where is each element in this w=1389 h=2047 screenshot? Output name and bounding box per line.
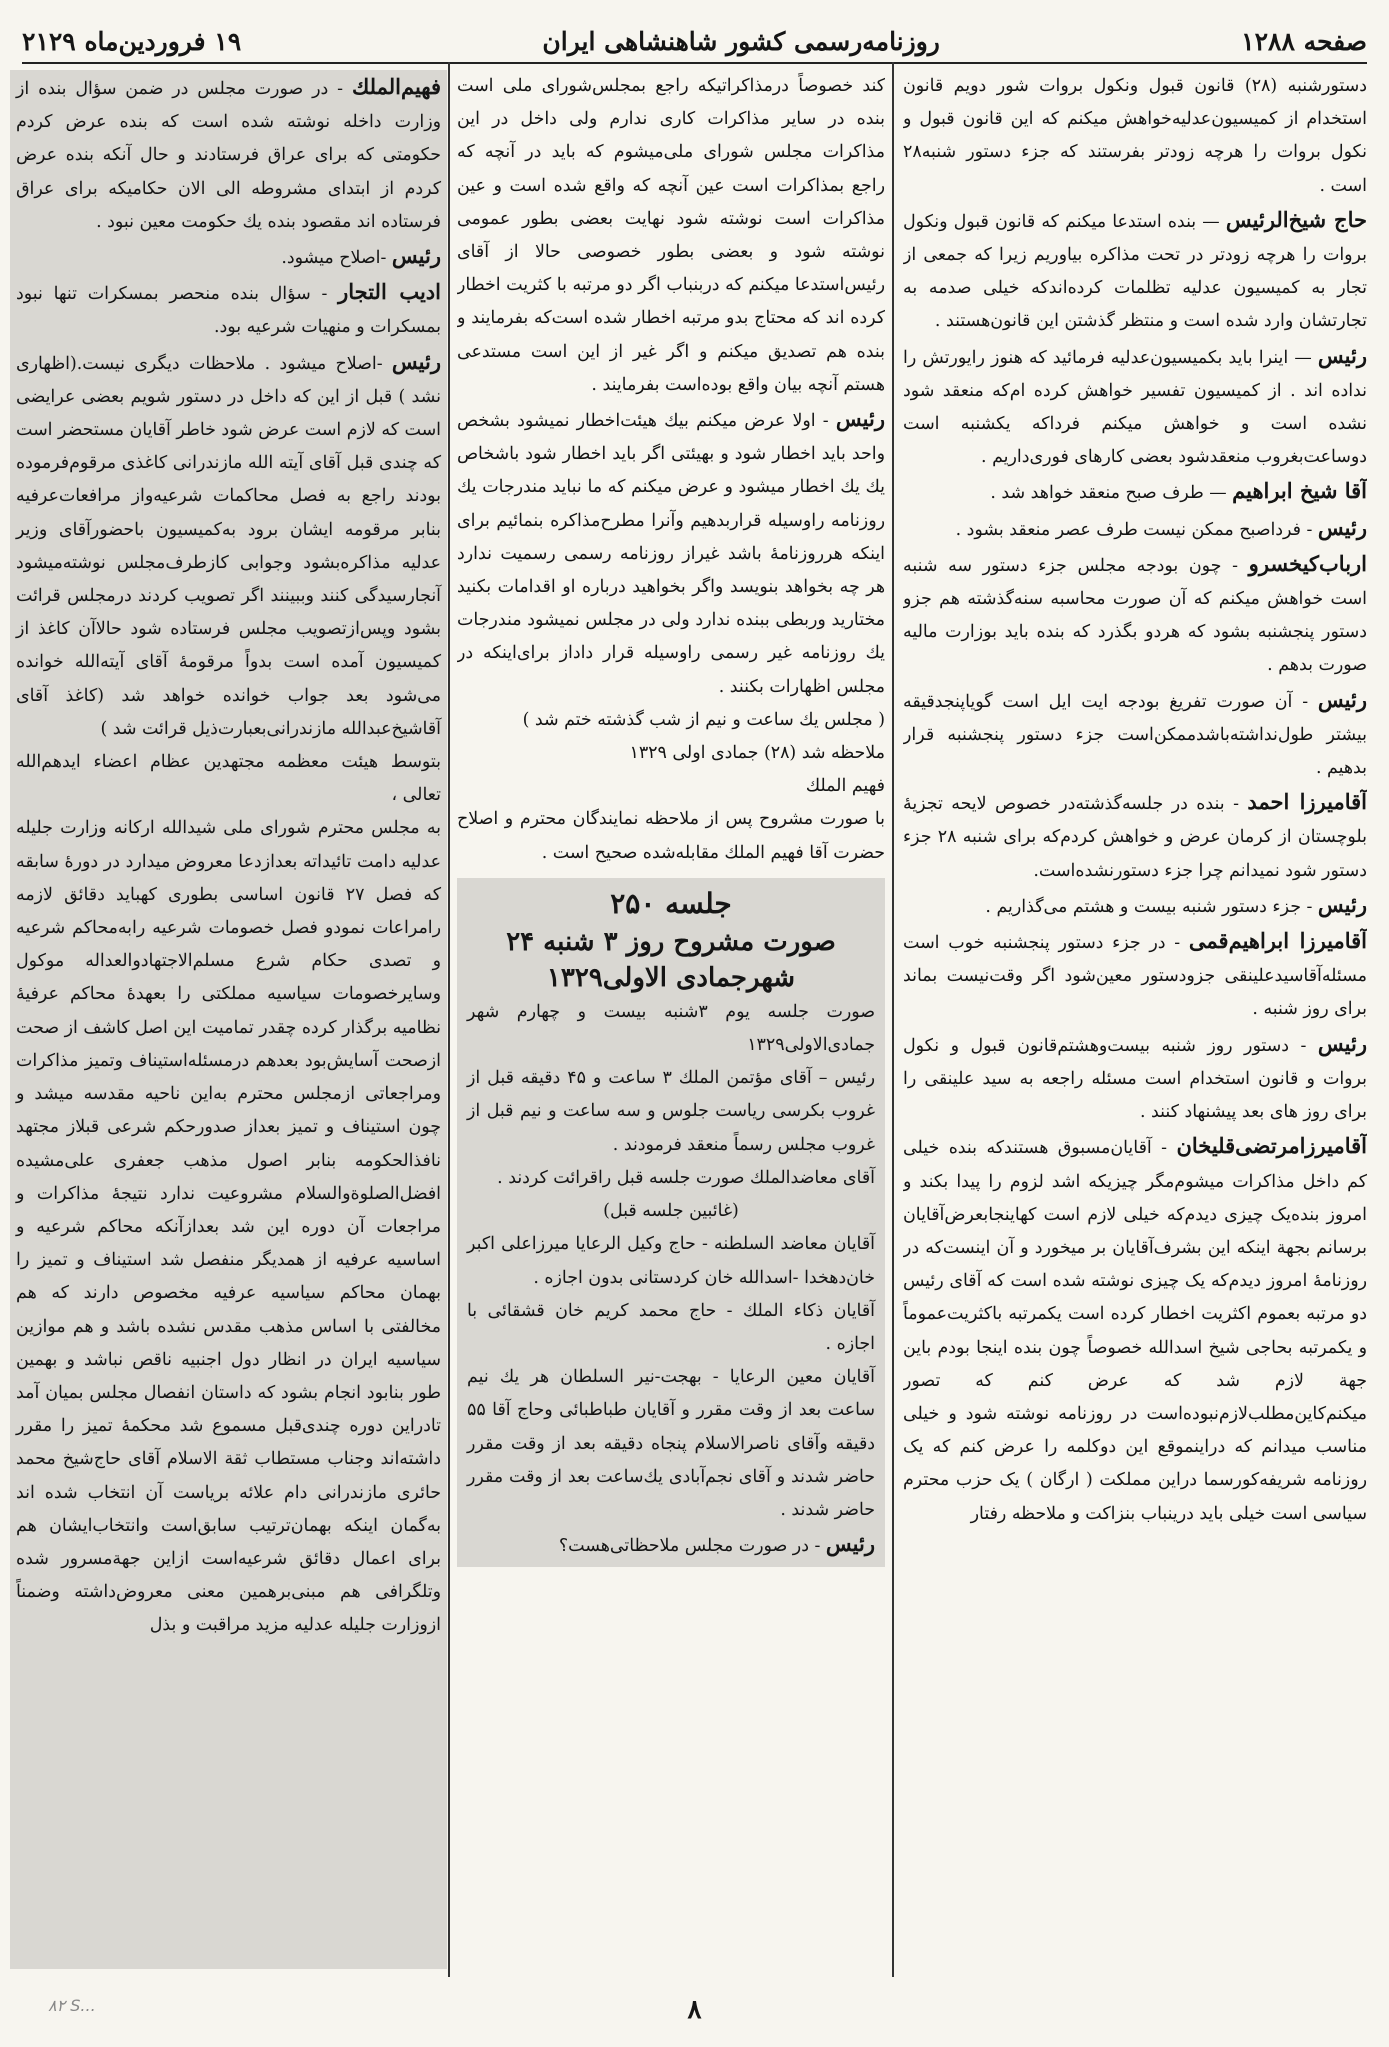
speaker-name: رئیس	[1317, 342, 1367, 368]
letter-salutation: بتوسط هیئت معظمه مجتهدین عظام اعضاء ایدهم‌الله تعالی ،	[16, 752, 441, 806]
speaker-name: رئیس	[1317, 686, 1367, 712]
header-date: ۱۹ فروردین‌ماه ۲۱۲۹	[22, 27, 242, 56]
paragraph	[903, 785, 1367, 888]
speaker-name: آقامیرزا ابراهیم‌قمی	[1188, 928, 1367, 954]
speech-text: - فرداصبح ممکن نیست طرف عصر منعقد بشود .	[955, 519, 1313, 540]
header-title: روزنامه‌رسمی کشور شاهنشاهی ایران	[542, 27, 940, 56]
speaker-name: ارباب‌کیخسرو	[1248, 550, 1367, 576]
speech-text: - اولا عرض میکنم بیك هیئت‌اخطار نمیشود بشخص واحد باید اخطار شود و بهیئتی اگر باید اخطار شود باشخاص یك یك اخطار میشود و عرض میکنم که ما نباید مندرجات یك روزنامه راوسیله قراربدهیم وآنرا مطرح‌مذاکره بنمائیم برای اینکه هرروزنامهٔ باشد غیراز روزنامه رسمی رسمیت ندارد هر چه بخواهد بنویسد واگر بخواهید درباره او اقدامات بکنید مختارید وربطی ببنده ندارد ولی در مجلس نمیشود مندرجات یك روزنامه غیر رسمی راوسیله قرار داداز برای‌اینکه در مجلس اظهارات بکنند .	[457, 411, 885, 697]
page-header	[22, 18, 1367, 64]
paragraph: آقایان معاضد السلطنه - حاج وکیل الرعایا میرزاعلی اکبر خان‌دهخدا -اسدالله خان کردستانی بدون اجازه .	[467, 1234, 875, 1288]
paragraph	[903, 888, 1367, 924]
speaker-name: فهیم‌الملك	[351, 74, 441, 99]
speech-text: - در صورت مجلس در ضمن سؤال بنده از وزارت داخله نوشته شده است که بنده عرض کردم حکومتی که برای عراق فرستادند و حال آنکه بنده عرض کردم از ابتدای مشروطه الی الان حکامیکه برای عراق فرستاده اند مقصود بنده یك حکومت معین نبود .	[16, 79, 441, 232]
speech-text: - بنده در جلسه‌گذشته‌در خصوص لایحه تجزیهٔ بلوچستان از کرمان عرض و خواهش کردم‌که برای شنبه ۲۸ جزء دستور شود نمیدانم چرا جزء دستورنشده‌است.	[903, 794, 1367, 881]
paragraph	[16, 70, 441, 239]
paragraph	[903, 683, 1367, 786]
paragraph	[903, 1129, 1367, 1530]
speech-text: - سؤال بنده منحصر بمسکرات تنها نبود بمسکرات و منهیات شرعیه بود.	[16, 284, 441, 338]
session-closing-note: ( مجلس یك ساعت و نیم از شب گذشته ختم شد )	[522, 709, 885, 730]
paragraph: با صورت مشروح پس از ملاحظه نمایندگان محترم و اصلاح حضرت آقا فهیم الملك مقابله‌شده صحیح است .	[457, 809, 885, 863]
approval-note: ملاحظه شد (۲۸) جمادی اولی ۱۳۲۹	[629, 743, 885, 764]
session-subtitle: صورت مشروح روز ۳ شنبه ۲۴ شهرجمادی الاولی۱۳۲۹	[506, 926, 836, 993]
paragraph: دستورشنبه (۲۸) قانون قبول ونکول بروات شور دویم قانون استخدام از کمیسیون‌عدلیه‌خواهش میکنم که این قانون قبول و نکول بروات را هرچه زودتر بفرستند که جزء دستور شنبه۲۸ است .	[903, 76, 1367, 196]
page-number: ۸	[687, 1995, 702, 2025]
paragraph: آقایان معین الرعایا - بهجت-نیر السلطان هر یك نیم ساعت بعد از وقت مقرر و آقایان طباطبائی وحاج آقا ۵۵ دقیقه وآقای ناصرالاسلام پنجاه دقیقه بعد از وقت مقرر حاضر شدند و آقای نجم‌آبادی یك‌ساعت بعد از وقت مقرر حاضر شدند .	[467, 1367, 875, 1520]
speech-text: — بنده استدعا میکنم که قانون قبول ونکول بروات را هرچه زودتر در تحت مذاکره بیاوریم زیرا که جمعی از تجار به کمیسیون عدلیه تظلمات کرده‌اندکه خیلی صدمه به تجارتشان وارد شده است و منتظر گذشتن این قانون‌هستند .	[903, 211, 1367, 332]
speech-text: -اصلاح میشود.	[281, 248, 387, 269]
speaker-name: رئیس	[1317, 514, 1367, 540]
paragraph	[16, 275, 441, 344]
paragraph: صورت جلسه یوم ۳شنبه بیست و چهارم شهر جمادی‌الاولی۱۳۲۹	[467, 1001, 875, 1056]
speech-text: — طرف صبح منعقد خواهد شد .	[990, 483, 1227, 504]
speaker-name: رئیس	[825, 1531, 875, 1557]
paragraph	[467, 1527, 875, 1563]
column-center	[457, 70, 885, 1969]
paragraph	[16, 239, 441, 275]
speech-text: - چون بودجه مجلس جزء دستور سه شنبه است خواهش میکنم که آن صورت محاسبه سنه‌گذشته هم جزو دستور پنجشنبه بشود که هردو بگذرد که بنده باید بوزارت مالیه صورت بدهم .	[903, 555, 1367, 676]
handwritten-signature: ٨٢ S...	[48, 1996, 96, 2015]
paragraph: آقای معاضدالملك صورت جلسه قبل راقرائت کردند .	[497, 1167, 875, 1188]
session-title: جلسه ۲۵۰	[610, 886, 732, 920]
paragraph	[457, 402, 885, 704]
letter-body: به مجلس محترم شورای ملی شیدالله ارکانه وزارت جلیله عدلیه دامت تائیداته بعدازدعا معروض میدارد در دورهٔ سابقه که فصل ۲۷ قانون اساسی بطوری کهباید دقائق لازمه رامراعات نمودو فصل خصومات شرعیه رابه‌محاکم شرعیه و تصدی حکام شرع مسلم‌الاجتهادوالعداله موکول وسایرخصومات سیاسیه مملکتی را بعهدهٔ محاکم عرفیهٔ نظامیه برگذار کرده چقدر تمامیت این اصل کاشف از صحت ازصحت آسایش‌بود بعدهم درمسئله‌استیناف وتمیز مذاکرات ومراجعاتی ازمجلس محترم به‌این ناحیه مقدسه میشد و چون استیناف و تمیز بعداز صدورحکم شرعی قبلاز مجتهد نافذالحکومه بنابر اصول مذهب جعفری علی‌مشیده افضل‌الصلوةوالسلام مشروعیت ندارد نتیجهٔ مذاکرات و مراجعات آن دوره این شد بعدازآنکه محاکم شرعیه و اساسیه عرفیه از همدیگر منفصل شد استیناف و تمیز را بهمان محاکم سیاسیه عرفیه مخصوص دارند که هم مخالفتی با اساس مذهب مقدس نشده باشد و هم موازین سیاسیه ایران در انظار دول اجنبیه ناقص نباشد و بهمین طور بنابود انجام بشود که داستان انفصال مجلس بمیان آمد تادراین دوره چندی‌قبل مسموع شد محکمهٔ تمیز را مقرر داشته‌اند وجناب مستطاب ثقة الاسلام آقای حاج‌شیخ محمد حائری مازندرانی دام علائه بریاست آن انتخاب شده اند به‌گمان اینکه بهمان‌ترتیب سابق‌است وانتخاب‌ایشان هم برای اعمال دقائق شرعیه‌است ازاین جهة‌مسرور شده وتلگرافی هم مبنی‌برهمین معنی معروض‌داشته وضمناً ازوزارت جلیله عدلیه مزید مراقبت و بذل	[16, 818, 441, 1636]
paragraph	[903, 203, 1367, 339]
speaker-name: رئیس	[1317, 1030, 1367, 1056]
speaker-name: رئیس	[391, 243, 441, 269]
paragraph: آقایان ذکاء الملك - حاج محمد کریم خان قشقائی با اجازه .	[467, 1300, 875, 1354]
speaker-name: رئیس	[835, 406, 885, 432]
paragraph	[903, 1027, 1367, 1130]
column-divider-left	[448, 62, 450, 1977]
paragraph	[903, 511, 1367, 547]
paragraph	[903, 924, 1367, 1027]
paragraph	[903, 474, 1367, 510]
speaker-name: رئیس	[1317, 891, 1367, 917]
approver-name: فهیم الملك	[805, 776, 885, 797]
column-left	[10, 70, 447, 1969]
speaker-name: آقا شیخ ابراهیم	[1232, 478, 1367, 504]
column-divider-right	[892, 62, 894, 1977]
speaker-name: حاج شیخ‌الرئیس	[1225, 206, 1367, 232]
speaker-name: آقامیرزا احمد	[1247, 789, 1367, 815]
absentees-heading: (غائبین جلسه قبل)	[603, 1201, 739, 1222]
header-page-number: صفحه ۱۲۸۸	[1241, 27, 1367, 56]
paragraph	[16, 345, 441, 746]
speech-text: - در صورت مجلس ملاحظاتی‌هست؟	[558, 1536, 821, 1557]
session-block	[457, 878, 885, 1567]
speech-text: - دستور روز شنبه بیست‌وهشتم‌قانون قبول و نکول بروات و قانون استخدام است مسئله راجعه به سید علینقی را برای روز های بعد پیشنهاد کنند .	[903, 1035, 1367, 1123]
speaker-name: آقامیرزامرتضی‌قلیخان	[1176, 1133, 1367, 1159]
speaker-name: رئیس	[391, 348, 441, 374]
paragraph	[903, 547, 1367, 683]
paragraph: رئیس – آقای مؤتمن الملك ۳ ساعت و ۴۵ دقیقه قبل از غروب بکرسی ریاست جلوس و سه ساعت و نیم قبل از غروب مجلس رسماً منعقد فرمودند .	[467, 1068, 875, 1155]
speech-text: - جزء دستور شنبه بیست و هشتم می‌گذاریم .	[985, 896, 1313, 917]
column-right	[903, 70, 1367, 1969]
speaker-name: ادیب التجار	[338, 279, 441, 305]
paragraph	[903, 339, 1367, 475]
speech-text: — اینرا باید بکمیسیون‌عدلیه فرمائید که هنوز رایورتش را نداده اند . از کمیسیون تفسیر خواهش کرده ام‌که منعقد شود نشده است و خواهش میکنم فرداکه یکشنبه است دوساعت‌بغروب منعقدشود بعضی کارهای فوری‌داریم .	[903, 347, 1367, 468]
speech-text: -اصلاح میشود . ملاحظات دیگری نیست.(اظهاری نشد ) قبل از این که داخل در دستور شویم بعضی عرایضی است که لازم است عرض شود خاطر آقایان مستحضر است که چندی قبل آقای آیته الله مازندرانی کاغذی مرقوم‌فرموده بودند راجع به فصل محاکمات شرعیه‌واز مرافعات‌عرفیه بنابر مرقومه ایشان برود به‌کمیسیون باحضورآقای وزیر عدلیه مذاکره‌بشود وجوابی کازطرف‌مجلس نوشته‌میشود آنجارسیدگی کنند وببینند اگر تصویب کردند درمجلس قرائت بشود وپس‌ازتصویب مجلس فرستاده شود حالاآن کاغذ از کمیسیون آمده است بدواً مرقومهٔ آقای آیته‌الله خوانده می‌شود بعد جواب خوانده خواهد شد (کاغذ آقای آقاشیخ‌عبدالله مازندرانی‌بعبارت‌ذیل قرائت شد )	[16, 353, 441, 739]
speech-text: - آن صورت تفریغ بودجه ایت ایل است گویاپنجدقیقه بیشتر طول‌نداشته‌باشدممکن‌است جزء دستور پنجشنبه قرار بدهیم .	[903, 691, 1367, 779]
speech-text: - آقایان‌مسبوق هستندکه بنده خیلی کم داخل مذاکرات میشوم‌مگر چیزیکه اشد لزوم را پیدا بکند و امروز بنده‌یک چیزی دیدم‌که خیلی لازم است کهاینجابعرض‌آقایان برسانم بجهة اینکه این بشرف‌آقایان بر میخورد و آن اینست‌که در روزنامهٔ امروز دیدم‌که یک چیزی نوشته شده است که آقای رئیس دو مرتبه بعموم اکثریت اخطار کرده است یکمرتبه باکثریت‌عموماً و یکمرتبه بحاجی شیخ اسدالله خصوصاً چون بنده اینجا بودم باین جهة لازم شد که عرض کنم که تصور میکنم‌کاین‌مطلب‌لازم‌نبوده‌است در روزنامه نوشته شود و خیلی مناسب میدانم که دراینموقع این دوکلمه را عرض کنم که یک روزنامه شریفه‌کورسما دراین مملکت ( ارگان ) یک حزب محترم سیاسی است خیلی باید درینباب بنزاکت و ملاحظه رفتار	[903, 1138, 1367, 1524]
paragraph: کند خصوصاً درمذاکراتیکه راجع بمجلس‌شورای ملی است بنده در سایر مذاکرات کاری ندارم ولی داخل در این مذاکرات مجلس شورای ملی‌میشوم که باید در آنچه که راجع بمذاکرات است عین آنچه که واقع شده است و عین مذاکرات است نوشته شود نهایت بعضی بطور عمومی نوشته شود و بعضی بطور خصوصی حالا از آقای رئیس‌استدعا میکنم که دربنباب اگر دو مرتبه با کثریت اخطار کرده اند که محتاج بدو مرتبه اخطار شده است‌که بفرمایند و بنده هم تصدیق میکنم و اگر غیر از این است مستدعی هستم آنچه بیان واقع بوده‌است بفرمایند .	[457, 76, 885, 395]
speech-text: - در جزء دستور پنجشنبه خوب است مسئله‌آقاسیدعلینقی جزودستور معین‌شود اگر وقت‌نیست بماند برای روز شنبه .	[903, 933, 1367, 1020]
